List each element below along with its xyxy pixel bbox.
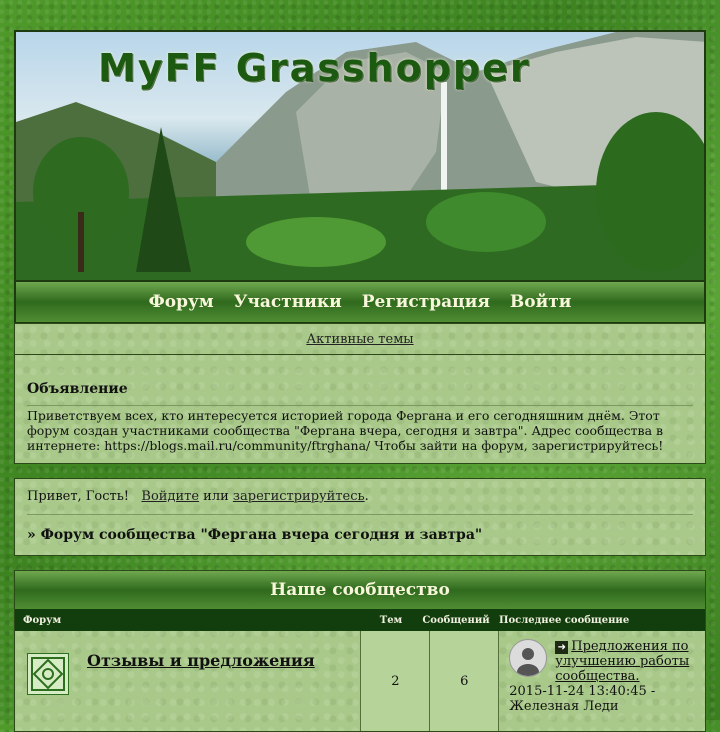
greeting-text: Привет, Гость! xyxy=(27,489,130,504)
col-topics: Тем xyxy=(379,614,403,626)
posts-count: 6 xyxy=(430,631,499,731)
main-navigation xyxy=(14,282,706,323)
table-header xyxy=(15,609,705,631)
forum-cell xyxy=(15,631,361,731)
greeting-line: Привет, Гость! Войдите или зарегистрируйтесь. xyxy=(27,489,369,504)
forum-icon xyxy=(27,653,69,695)
nav-members[interactable]: Участники xyxy=(233,292,342,312)
active-topics-link[interactable]: Активные темы xyxy=(306,331,414,347)
or-text: или xyxy=(203,489,229,504)
table-row xyxy=(15,631,705,731)
forum-link[interactable]: Отзывы и предложения xyxy=(87,651,315,670)
announcement-heading: Объявление xyxy=(27,381,128,397)
last-post-date: 2015-11-24 13:40:45 - xyxy=(509,684,656,699)
nav-forum[interactable]: Форум xyxy=(148,292,214,312)
last-post-link[interactable]: Предложения по улучшению работы сообщества. xyxy=(555,639,690,684)
last-post-cell xyxy=(499,631,705,731)
col-forum: Форум xyxy=(23,614,62,626)
nav-login[interactable]: Войти xyxy=(509,292,572,312)
community-table xyxy=(14,570,706,732)
go-to-post-icon[interactable]: ➜ xyxy=(555,641,568,654)
col-last-post: Последнее сообщение xyxy=(499,614,630,626)
nav-register[interactable]: Регистрация xyxy=(361,292,490,312)
greeting-panel xyxy=(14,478,706,556)
header-banner xyxy=(14,30,706,282)
col-posts: Сообщений xyxy=(422,614,490,626)
announcement-text: Приветствуем всех, кто интересуется историей города Фергана и его сегодняшним днём. Этот форум создан участниками сообщества "Фергана вчера, сегодня и завтра". Адрес сообщества в интернете: https://blogs.mail.ru/community/ftrghana/ Чтобы зайти на форум, зарегистрируйтесь! xyxy=(27,405,693,453)
announcement xyxy=(15,355,705,463)
topics-count: 2 xyxy=(361,631,430,731)
last-post-author[interactable]: Железная Леди xyxy=(509,699,619,714)
community-title: Наше сообщество xyxy=(15,571,705,609)
login-link[interactable]: Войдите xyxy=(141,489,200,504)
breadcrumb: » Форум сообщества "Фергана вчера сегодня и завтра" xyxy=(27,514,693,543)
avatar[interactable] xyxy=(509,639,547,677)
subnav xyxy=(15,324,705,355)
announcement-panel xyxy=(14,323,706,464)
page-wrapper xyxy=(14,30,706,732)
site-logo[interactable]: MyFF Grasshopper xyxy=(98,46,531,90)
register-link[interactable]: зарегистрируйтесь xyxy=(232,489,365,504)
